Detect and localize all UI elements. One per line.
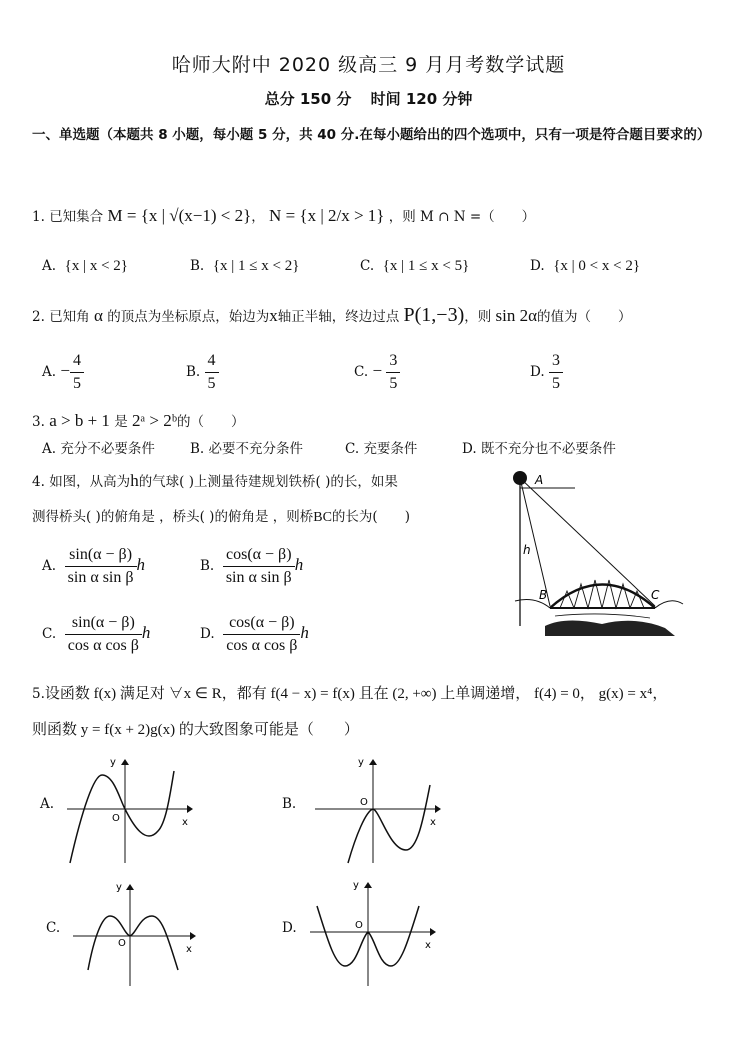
- svg-text:y: y: [358, 757, 364, 768]
- q4-option-a[interactable]: A. $\frac{\sin(\alpha - \beta)}{\text{sin α sin β}}$ h: [42, 546, 146, 586]
- q5-graph-d: [305, 878, 440, 990]
- svg-text:x: x: [425, 940, 431, 951]
- q2-expr: sin 2α: [495, 306, 538, 325]
- q2-option-a[interactable]: A. − $\frac{4}{5}$: [42, 350, 84, 395]
- exam-title: 哈师大附中 2020 级高三 9 月月考数学试题: [171, 54, 566, 76]
- exam-time: 时间 120 分钟: [370, 90, 473, 108]
- q1-set-n: N = {x | 2/x > 1}: [269, 206, 385, 225]
- q1-number: 1.: [32, 209, 45, 225]
- q1-set-m: M = {x | √(x−1) < 2}: [107, 206, 252, 225]
- total-score: 总分 150 分: [264, 90, 352, 108]
- q2-alpha: α: [93, 306, 103, 325]
- q3-result: 2ᵃ > 2ᵇ: [132, 411, 178, 430]
- fig-label-c: C: [651, 588, 660, 602]
- svg-text:O: O: [112, 813, 120, 824]
- q1-stem-suffix: ，则 M ∩ N =（ ）: [388, 209, 536, 225]
- question-5-line-2: 则函数 y = f(x + 2)g(x) 的大致图象可能是（ ）: [32, 722, 359, 738]
- q3-condition: a > b + 1: [49, 411, 110, 430]
- q4-option-d[interactable]: D. $\frac{\cos(\alpha - \beta)}{\text{cos α cos β}}$ h: [200, 614, 309, 654]
- svg-text:x: x: [182, 817, 188, 828]
- q1-option-b[interactable]: B. {x | 1 ≤ x < 2}: [190, 258, 300, 274]
- q2-option-d[interactable]: D. $\frac{3}{5}$: [530, 350, 563, 395]
- q5-graph-a: [62, 755, 197, 867]
- q2-point: P(1,−3): [403, 304, 465, 326]
- exam-subtitle: [0, 88, 737, 109]
- q4-option-c[interactable]: C. $\frac{\sin(\alpha - \beta)}{\text{cos α cos β}}$ h: [42, 614, 151, 654]
- svg-text:x: x: [430, 817, 436, 828]
- fig-label-b: B: [539, 588, 548, 602]
- q3-option-b[interactable]: B. 必要不充分条件: [190, 441, 304, 457]
- svg-text:y: y: [116, 882, 122, 893]
- q3-option-c[interactable]: C. 充要条件: [345, 441, 418, 457]
- q5-graph-c: [68, 878, 203, 990]
- question-2: 2. 已知角 α 的顶点为坐标原点，始边为x轴正半轴，终边过点 P(1,−3)，则 sin 2α的值为（ ）: [32, 304, 632, 326]
- q5-option-a[interactable]: A.: [40, 796, 55, 812]
- q5-graph-b: [310, 755, 445, 867]
- svg-text:y: y: [353, 880, 359, 891]
- q1-stem-prefix: 已知集合: [49, 209, 104, 225]
- svg-text:y: y: [110, 757, 116, 768]
- question-5-line-1: 5.设函数 f(x) 满足对 ∀x ∈ R，都有 f(4 − x) = f(x) 且在 (2, +∞) 上单调递增， f(4) = 0， g(x) = x⁴，: [32, 686, 668, 702]
- river-bank: [545, 620, 675, 636]
- q1-option-a[interactable]: A. {x | x < 2}: [42, 258, 129, 274]
- q4-bridge-figure: [505, 466, 695, 646]
- question-3: 3. a > b + 1 是 2ᵃ > 2ᵇ的（ ）: [32, 411, 245, 430]
- q4-option-b[interactable]: B. $\frac{\cos(\alpha - \beta)}{\text{sin α sin β}}$ h: [200, 546, 304, 586]
- section-heading: 一、单选题（本题共 8 小题，每小题 5 分，共 40 分.在每小题给出的四个选项中，只有一项是符合题目要求的）: [32, 127, 711, 143]
- q3-option-a[interactable]: A. 充分不必要条件: [42, 441, 155, 457]
- q2-option-b[interactable]: B. $\frac{4}{5}$: [186, 350, 219, 395]
- q3-option-d[interactable]: D. 既不充分也不必要条件: [462, 441, 616, 457]
- q5-option-d[interactable]: D.: [282, 920, 297, 936]
- fig-label-h: h: [523, 543, 531, 557]
- q5-option-c[interactable]: C.: [46, 920, 61, 936]
- q1-option-d[interactable]: D. {x | 0 < x < 2}: [530, 258, 641, 274]
- svg-text:O: O: [360, 797, 368, 808]
- q2-option-c[interactable]: C. − $\frac{3}{5}$: [354, 350, 400, 395]
- q1-option-c[interactable]: C. {x | 1 ≤ x < 5}: [360, 258, 470, 274]
- q5-option-b[interactable]: B.: [282, 796, 297, 812]
- question-1: 1. 已知集合 M = {x | √(x−1) < 2}， N = {x | 2/x > 1} ，则 M ∩ N =（ ）: [32, 206, 536, 225]
- question-4-line-2: 测得桥头( )的俯角是 ，桥头( )的俯角是 ，则桥BC的长为( ): [32, 509, 410, 525]
- svg-text:O: O: [355, 920, 363, 931]
- fig-label-a: A: [535, 473, 544, 487]
- question-4-line-1: 4. 如图，从高为h的气球( )上测量待建规划铁桥( )的长，如果: [32, 471, 398, 490]
- svg-text:x: x: [186, 944, 192, 955]
- svg-text:O: O: [118, 938, 126, 949]
